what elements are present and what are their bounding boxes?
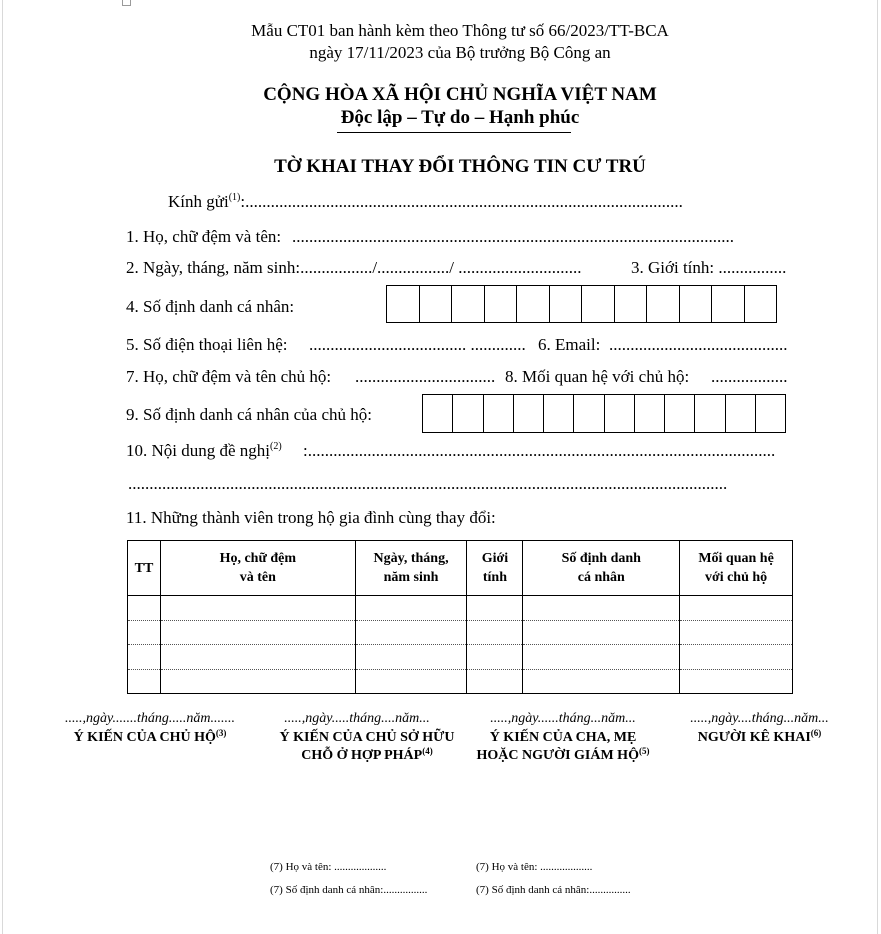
table-cell[interactable] <box>680 620 793 645</box>
id-digit-box[interactable] <box>582 286 615 322</box>
table-cell[interactable] <box>128 645 161 670</box>
id-digit-box[interactable] <box>756 395 785 432</box>
kinh-gui-dots: :....................................................................................................... <box>240 192 683 211</box>
col-header-gender: Giới tính <box>467 541 523 596</box>
sig-date-guardian[interactable]: .....,ngày......tháng...năm... <box>490 711 636 726</box>
sig-title-text: CHỖ Ở HỢP PHÁP <box>301 748 423 763</box>
col-header-id: Số định danh cá nhân <box>523 541 680 596</box>
footnote-ref: (4) <box>422 746 433 756</box>
sig-title-declarant <box>672 729 847 747</box>
id-digit-box[interactable] <box>695 395 725 432</box>
members-table <box>127 540 793 694</box>
field-10-input-line2[interactable]: ............................................................................................................................................. <box>128 474 728 493</box>
table-cell[interactable] <box>160 669 355 694</box>
id-digit-box[interactable] <box>420 286 453 322</box>
field-5-label: 5. Số điện thoại liên hệ: <box>126 335 288 354</box>
table-cell[interactable] <box>128 596 161 621</box>
footnote-id-right[interactable]: (7) Số định danh cá nhân:............... <box>476 884 631 896</box>
id-digit-box[interactable] <box>665 395 695 432</box>
field-6-input[interactable]: .......................................... <box>609 335 788 354</box>
id-digit-box[interactable] <box>387 286 420 322</box>
id-digit-box[interactable] <box>745 286 777 322</box>
table-row <box>128 596 793 621</box>
id-digit-box[interactable] <box>615 286 648 322</box>
table-cell[interactable] <box>523 669 680 694</box>
field-5-input[interactable]: ..................................... ............. <box>309 335 526 354</box>
household-head-id-boxes[interactable] <box>422 394 786 433</box>
col-header-tt: TT <box>128 541 161 596</box>
field-10-text: 10. Nội dung đề nghị <box>126 441 271 460</box>
sig-title-owner <box>262 729 472 765</box>
table-cell[interactable] <box>160 596 355 621</box>
table-cell[interactable] <box>160 620 355 645</box>
id-digit-box[interactable] <box>452 286 485 322</box>
sig-title-text: Ý KIẾN CỦA CHỦ SỞ HỮU <box>279 730 455 745</box>
sig-title-household-head <box>45 729 255 747</box>
id-digit-box[interactable] <box>647 286 680 322</box>
table-cell[interactable] <box>680 669 793 694</box>
table-cell[interactable] <box>160 645 355 670</box>
field-8-label: 8. Mối quan hệ với chủ hộ: <box>505 367 690 386</box>
id-digit-box[interactable] <box>514 395 544 432</box>
table-cell[interactable] <box>355 620 467 645</box>
footnote-ref: (6) <box>810 728 822 738</box>
table-cell[interactable] <box>523 596 680 621</box>
table-cell[interactable] <box>128 620 161 645</box>
id-digit-box[interactable] <box>605 395 635 432</box>
page-edge <box>2 0 3 934</box>
table-row <box>128 620 793 645</box>
footnote-id-left[interactable]: (7) Số định danh cá nhân:................ <box>270 884 428 896</box>
decree-line-1: Mẫu CT01 ban hành kèm theo Thông tư số 66/2023/TT-BCA <box>251 21 669 40</box>
id-digit-box[interactable] <box>544 395 574 432</box>
field-1-label: 1. Họ, chữ đệm và tên: <box>126 227 282 246</box>
footnote-ref: (5) <box>638 746 650 756</box>
table-cell[interactable] <box>680 645 793 670</box>
motto-underline <box>337 132 571 133</box>
form-title: TỜ KHAI THAY ĐỔI THÔNG TIN CƯ TRÚ <box>274 156 646 177</box>
decree-line-2: ngày 17/11/2023 của Bộ trưởng Bộ Công an <box>309 43 611 62</box>
kinh-gui-label: Kính gửi <box>168 192 229 211</box>
table-cell[interactable] <box>355 669 467 694</box>
page-edge <box>877 0 878 934</box>
table-cell[interactable] <box>523 620 680 645</box>
table-cell[interactable] <box>467 596 523 621</box>
table-cell[interactable] <box>128 669 161 694</box>
col-header-name: Họ, chữ đệm và tên <box>160 541 355 596</box>
field-10-label <box>126 441 282 461</box>
table-row <box>128 669 793 694</box>
sig-date-declarant[interactable]: .....,ngày....tháng...năm... <box>690 711 829 726</box>
table-cell[interactable] <box>467 669 523 694</box>
id-digit-box[interactable] <box>423 395 453 432</box>
sig-date-household-head[interactable]: .....,ngày.......tháng.....năm....... <box>65 711 235 726</box>
nation-title: CỘNG HÒA XÃ HỘI CHỦ NGHĨA VIỆT NAM <box>263 84 657 105</box>
personal-id-boxes[interactable] <box>386 285 777 323</box>
col-header-relation: Mối quan hệ với chủ hộ <box>680 541 793 596</box>
table-cell[interactable] <box>467 645 523 670</box>
field-4-label: 4. Số định danh cá nhân: <box>126 297 295 316</box>
table-cell[interactable] <box>355 645 467 670</box>
footnote-name-right[interactable]: (7) Họ và tên: ................... <box>476 861 593 873</box>
id-digit-box[interactable] <box>712 286 745 322</box>
table-cell[interactable] <box>355 596 467 621</box>
footnote-ref: (1) <box>228 192 241 203</box>
field-7-label: 7. Họ, chữ đệm và tên chủ hộ: <box>126 367 332 386</box>
field-9-label: 9. Số định danh cá nhân của chủ hộ: <box>126 405 372 424</box>
text-boundary-mark <box>122 0 131 6</box>
kinh-gui-field[interactable] <box>168 192 683 212</box>
footnote-name-left[interactable]: (7) Họ và tên: ................... <box>270 861 387 873</box>
id-digit-box[interactable] <box>726 395 756 432</box>
field-8-input[interactable]: .................. <box>711 367 788 386</box>
sig-title-guardian <box>463 729 663 765</box>
id-digit-box[interactable] <box>453 395 483 432</box>
id-digit-box[interactable] <box>680 286 713 322</box>
id-digit-box[interactable] <box>550 286 583 322</box>
table-cell[interactable] <box>467 620 523 645</box>
col-header-dob: Ngày, tháng, năm sinh <box>355 541 467 596</box>
table-cell[interactable] <box>680 596 793 621</box>
footnote-ref: (2) <box>270 441 282 452</box>
motto: Độc lập – Tự do – Hạnh phúc <box>340 107 580 128</box>
id-digit-box[interactable] <box>635 395 665 432</box>
field-2-dob[interactable]: 2. Ngày, tháng, năm sinh:................./................./ ............................. <box>126 258 582 277</box>
field-1-input[interactable]: ........................................................................................................ <box>292 227 734 246</box>
sig-title-text: Ý KIẾN CỦA CHỦ HỘ <box>73 730 216 745</box>
field-7-input[interactable]: ................................. <box>355 367 496 386</box>
field-11-label: 11. Những thành viên trong hộ gia đình cùng thay đổi: <box>126 508 496 527</box>
sig-title-text: NGƯỜI KÊ KHAI <box>697 730 811 745</box>
field-6-label: 6. Email: <box>538 335 601 354</box>
id-digit-box[interactable] <box>517 286 550 322</box>
sig-title-text: Ý KIẾN CỦA CHA, MẸ <box>489 730 637 745</box>
footnote-ref: (3) <box>215 728 227 738</box>
field-10-input[interactable]: :.............................................................................................................. <box>303 441 776 460</box>
id-digit-box[interactable] <box>485 286 518 322</box>
id-digit-box[interactable] <box>574 395 604 432</box>
id-digit-box[interactable] <box>484 395 514 432</box>
table-header-row <box>128 541 793 596</box>
table-row <box>128 645 793 670</box>
sig-date-owner[interactable]: .....,ngày.....tháng....năm... <box>284 711 430 726</box>
field-3-gender[interactable]: 3. Giới tính: ................ <box>631 258 787 277</box>
sig-title-text: HOẶC NGƯỜI GIÁM HỘ <box>476 748 639 763</box>
table-cell[interactable] <box>523 645 680 670</box>
